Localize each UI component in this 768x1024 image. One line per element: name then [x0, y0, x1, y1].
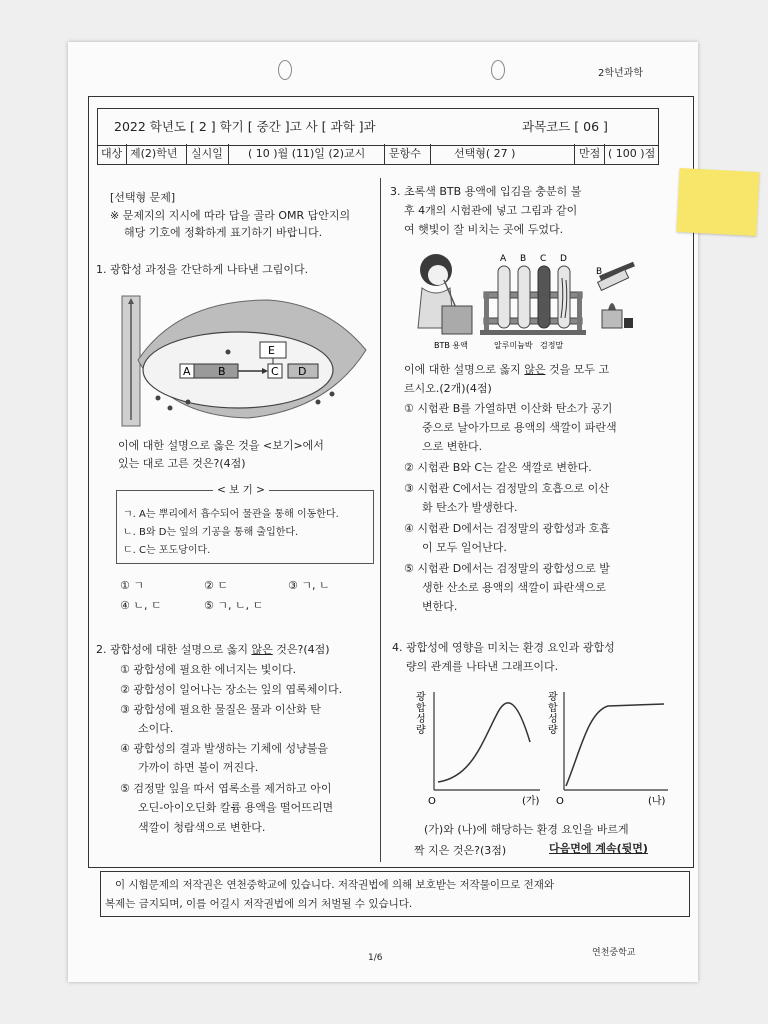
copyright-line-1: 이 시험문제의 저작권은 연천중학교에 있습니다. 저작권법에 의해 보호받는 저작물이므로 전재와	[115, 879, 555, 891]
q2-option-2[interactable]: ② 광합성이 일어나는 장소는 잎의 엽록체이다.	[120, 683, 343, 696]
q3-option-3-cont: 화 탄소가 발생한다.	[422, 501, 518, 514]
target-label: 대상	[101, 147, 123, 160]
count-label: 문항수	[389, 147, 421, 160]
q3-experiment-figure	[412, 248, 652, 356]
q4-graph-b-ylabel: 광 합 성 량	[548, 692, 558, 736]
subject-code: 과목코드 [ 06 ]	[522, 119, 608, 134]
exam-info-row	[97, 144, 659, 165]
q4-ask-line-2: 짝 지은 것은?(3점)	[414, 844, 507, 857]
q1-label-c: C	[271, 365, 279, 378]
q2-option-5-cont-2: 색깔이 청람색으로 변한다.	[138, 821, 266, 834]
q3-option-2[interactable]: ② 시험관 B와 C는 같은 색깔로 변한다.	[404, 461, 592, 474]
q1-box-item-3: ㄷ. C는 포도당이다.	[123, 545, 211, 556]
q1-option-3[interactable]: ③ ㄱ, ㄴ	[288, 579, 330, 592]
page-number: 1/6	[368, 953, 383, 963]
count-value: 선택형( 27 )	[454, 147, 516, 160]
q4-stem-line-2: 량의 관계를 나타낸 그래프이다.	[406, 660, 559, 673]
q3-beaker	[442, 306, 472, 334]
q3-label-b2: B	[596, 267, 603, 277]
q2-option-1[interactable]: ① 광합성에 필요한 에너지는 빛이다.	[120, 663, 297, 676]
q4-graph-b-curve	[566, 704, 664, 786]
q1-example-box	[116, 484, 374, 564]
sticky-note	[676, 168, 759, 236]
binder-hole-left	[278, 60, 292, 80]
instruction-line-2: 해당 기호에 정확하게 표기하기 바랍니다.	[124, 226, 323, 239]
q2-option-3[interactable]: ③ 광합성에 필요한 물질은 물과 이산화 탄	[120, 703, 321, 716]
q3-option-1-cont-2: 으로 변한다.	[422, 440, 483, 453]
q1-photosynthesis-figure	[118, 290, 368, 430]
q4-ask-line-1: (가)와 (나)에 해당하는 환경 요인을 바르게	[424, 823, 629, 836]
q3-tube-b	[518, 266, 530, 328]
q3-label-btb: BTB 용액	[434, 341, 468, 350]
q3-label-b: B	[520, 254, 527, 264]
corner-label: 2학년과학	[598, 68, 644, 79]
binder-hole-right	[491, 60, 505, 80]
q3-tube-d	[558, 266, 570, 328]
q3-option-3[interactable]: ③ 시험관 C에서는 검정말의 호흡으로 이산	[404, 482, 610, 495]
q3-tube-c	[538, 266, 550, 328]
q3-option-5-cont-2: 변한다.	[422, 600, 458, 613]
q1-box-item-2: ㄴ. B와 D는 잎의 기공을 통해 출입한다.	[123, 527, 299, 538]
q4-graph-a-curve	[438, 703, 530, 782]
q1-label-d: D	[298, 365, 307, 378]
q3-label-d: D	[560, 254, 567, 264]
q1-label-b: B	[218, 365, 226, 378]
q1-box-item-1: ㄱ. A는 뿌리에서 흡수되어 물관을 통해 이동한다.	[123, 509, 339, 520]
q1-label-a: A	[183, 365, 191, 378]
q1-box-title: < 보 기 >	[213, 483, 269, 498]
date-value: ( 10 )월 (11)일 (2)교시	[248, 147, 366, 160]
q3-option-4[interactable]: ④ 시험관 D에서는 검정말의 광합성과 호흡	[404, 522, 610, 535]
school-footer: 연천중학교	[592, 948, 636, 958]
q3-label-a: A	[500, 254, 507, 264]
q2-option-4-cont: 가까이 하면 불이 꺼진다.	[138, 761, 259, 774]
q3-option-5[interactable]: ⑤ 시험관 D에서는 검정말의 광합성으로 발	[404, 562, 610, 575]
q1-option-2[interactable]: ② ㄷ	[204, 579, 228, 592]
q4-graph-a-tag: (가)	[522, 796, 540, 807]
q3-ask-line-2: 르시오.(2개)(4점)	[404, 382, 492, 395]
q3-option-4-cont: 이 모두 일어난다.	[422, 541, 507, 554]
q3-label-plant: 검정말	[540, 341, 564, 350]
q3-ask-line-1: 이에 대한 설명으로 옳지 않은 것을 모두 고	[404, 363, 610, 376]
copyright-box	[100, 871, 690, 917]
q4-stem-line-1: 4. 광합성에 영향을 미치는 환경 요인과 광합성	[392, 641, 615, 654]
copyright-line-2: 복제는 금지되며, 이를 어길시 저작권법에 의거 처벌될 수 있습니다.	[105, 898, 413, 910]
q4-graphs	[412, 682, 672, 810]
q1-stem: 1. 광합성 과정을 간단하게 나타낸 그림이다.	[96, 263, 309, 276]
q3-option-1[interactable]: ① 시험관 B를 가열하면 이산화 탄소가 공기	[404, 402, 613, 415]
q2-stem: 2. 광합성에 대한 설명으로 옳지 않은 것은?(4점)	[96, 643, 330, 656]
q3-stem-line-3: 여 햇빛이 잘 비치는 곳에 두었다.	[404, 223, 564, 236]
date-label: 실시일	[191, 147, 223, 160]
instruction-line-1: ※ 문제지의 지시에 따라 답을 골라 OMR 답안지의	[110, 209, 351, 222]
q2-option-4[interactable]: ④ 광합성의 결과 발생하는 기체에 성냥불을	[120, 742, 328, 755]
q3-alcohol-lamp	[602, 310, 622, 328]
target-value: 제(2)학년	[130, 147, 178, 160]
q3-stem-line-1: 3. 초록색 BTB 용액에 입김을 충분히 불	[390, 185, 582, 198]
q2-option-5-cont-1: 오딘-아이오딘화 칼륨 용액을 떨어뜨리면	[138, 801, 334, 814]
score-value: ( 100 )점	[608, 147, 656, 160]
q3-flame	[608, 303, 616, 310]
q3-option-1-cont-1: 중으로 날아가므로 용액의 색깔이 파란색	[422, 421, 617, 434]
q4-graph-b-origin: O	[556, 796, 564, 807]
q3-option-5-cont-1: 생한 산소로 용액의 색깔이 파란색으로	[422, 581, 607, 594]
q1-ask-line-2: 있는 대로 고른 것은?(4점)	[118, 457, 246, 470]
column-divider	[380, 178, 381, 862]
q3-label-c: C	[540, 254, 547, 264]
q1-option-4[interactable]: ④ ㄴ, ㄷ	[120, 599, 162, 612]
q1-label-e: E	[268, 344, 275, 357]
exam-title: 2022 학년도 [ 2 ] 학기 [ 중간 ]고 사 [ 과학 ]과	[114, 119, 376, 134]
q4-graph-b-tag: (나)	[648, 796, 666, 807]
q4-graph-a-ylabel: 광 합 성 량	[416, 692, 426, 736]
q1-option-5[interactable]: ⑤ ㄱ, ㄴ, ㄷ	[204, 599, 264, 612]
q4-graph-a-origin: O	[428, 796, 436, 807]
continue-note: 다음면에 계속(뒷면)	[549, 842, 648, 855]
q1-ask-line-1: 이에 대한 설명으로 옳은 것을 <보기>에서	[118, 439, 324, 452]
score-label: 만점	[579, 147, 601, 160]
section-label: [선택형 문제]	[110, 191, 176, 204]
q2-option-5[interactable]: ⑤ 검정말 잎을 따서 엽록소를 제거하고 아이	[120, 782, 332, 795]
q1-option-1[interactable]: ① ㄱ	[120, 579, 144, 592]
q2-option-3-cont: 소이다.	[138, 722, 174, 735]
q3-stem-line-2: 후 4개의 시험관에 넣고 그림과 같이	[404, 204, 578, 217]
q3-tube-a	[498, 266, 510, 328]
exam-title-box	[97, 108, 659, 146]
q3-label-foil: 알루미늄박	[494, 341, 533, 350]
